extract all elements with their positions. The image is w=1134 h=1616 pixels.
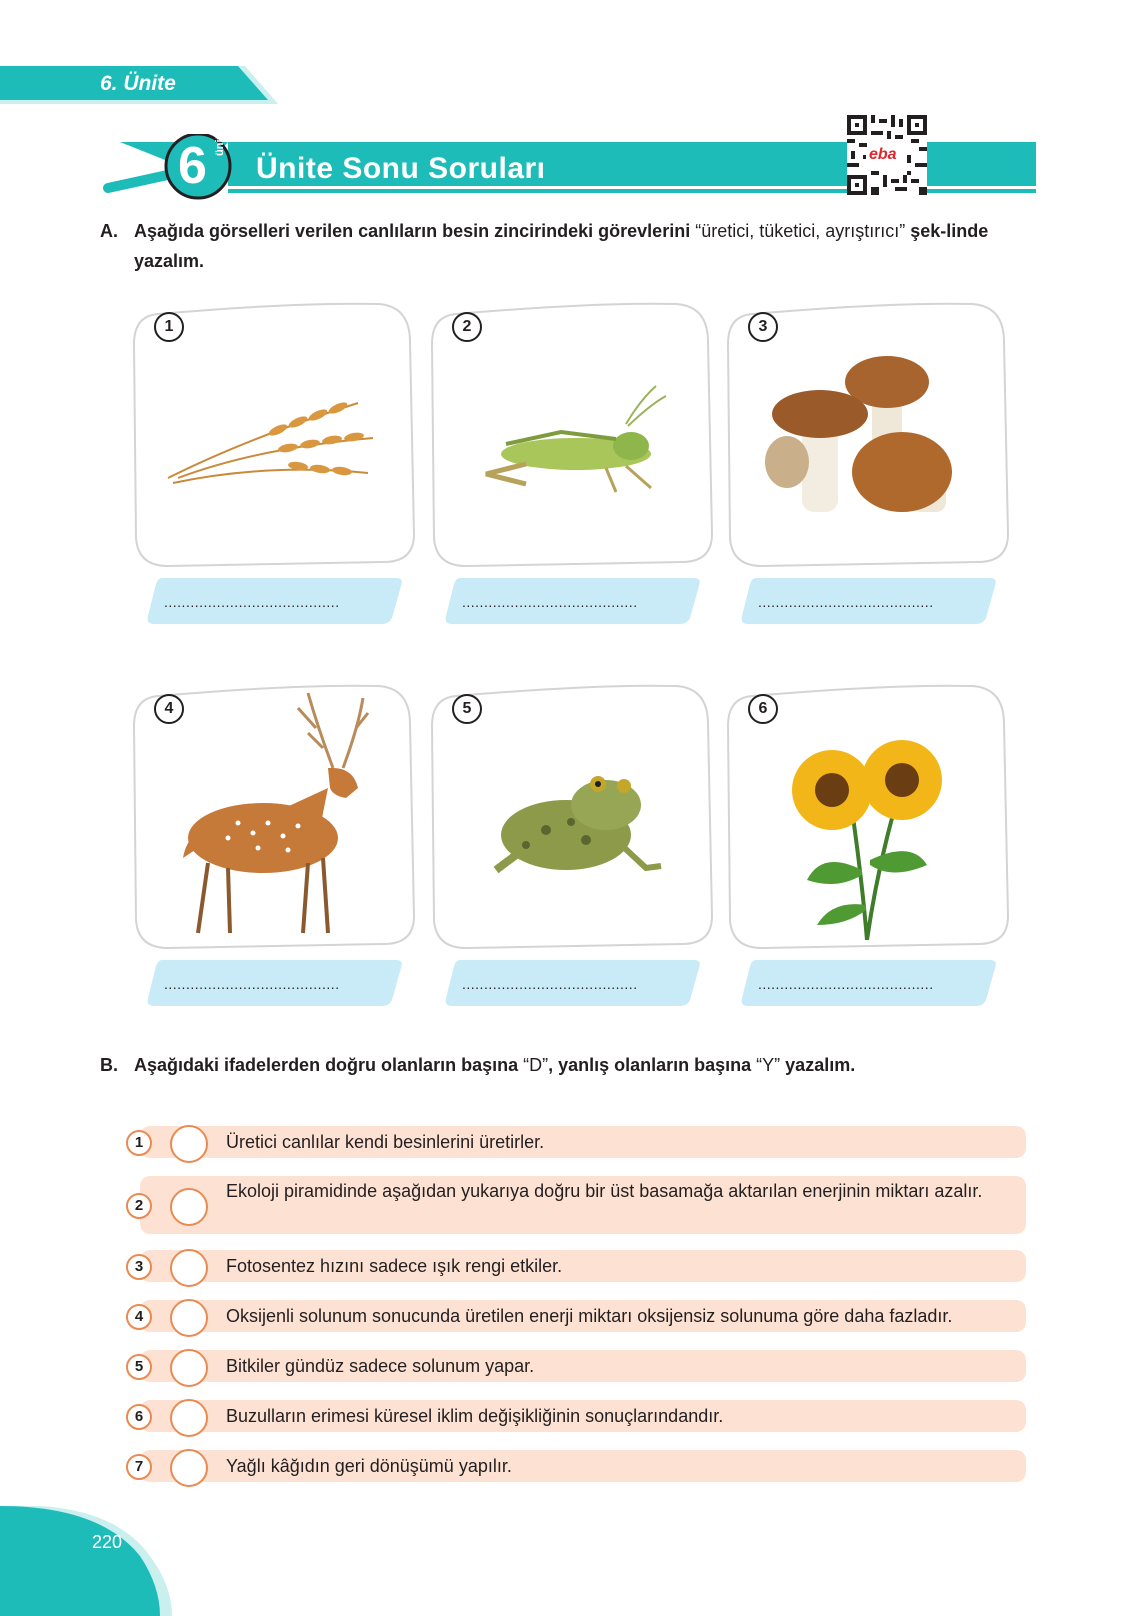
answer-circle[interactable] [170, 1399, 208, 1437]
question-b-bold-3: yazalım. [780, 1055, 856, 1075]
statement-row [126, 1126, 1026, 1160]
statement-row [126, 1400, 1026, 1434]
answer-placeholder: ........................................ [164, 976, 340, 992]
page-number: 220 [92, 1532, 123, 1552]
answer-placeholder: ........................................ [462, 976, 638, 992]
answer-circle[interactable] [170, 1299, 208, 1337]
eba-logo: eba [866, 147, 900, 163]
statement-text: Buzulların erimesi küresel iklim değişikliğinin sonuçlarındandır. [226, 1406, 724, 1426]
unit-vertical-label: ünite [214, 129, 226, 156]
statement-text: Yağlı kâğıdın geri dönüşümü yapılır. [226, 1456, 512, 1476]
statement-text: Bitkiler gündüz sadece solunum yapar. [226, 1356, 535, 1376]
deer-icon [158, 688, 388, 938]
unit-number: 6 [178, 137, 207, 195]
question-a-options: “üretici, tüketici, ayrıştırıcı” [690, 221, 911, 241]
question-a-bold-2: şek-linde yazalım. [134, 221, 989, 271]
card-number: 2 [452, 312, 482, 342]
answer-placeholder: ........................................ [758, 976, 934, 992]
question-b [100, 1050, 1040, 1082]
answer-slot-2[interactable] [444, 576, 702, 626]
organism-card [722, 680, 1012, 950]
answer-slot-3[interactable] [740, 576, 998, 626]
question-a-text [134, 216, 1029, 276]
answer-slot-6[interactable] [740, 958, 998, 1008]
statement-number: 6 [126, 1404, 152, 1430]
question-a-bold-1: Aşağıda görselleri verilen canlıların besin zincirindeki görevlerini [134, 221, 691, 241]
question-b-bold-1: Aşağıdaki ifadelerden doğru olanların başına [134, 1055, 519, 1075]
statement-number: 2 [126, 1193, 152, 1219]
statement-number: 1 [126, 1130, 152, 1156]
answer-placeholder: ........................................ [462, 594, 638, 610]
organism-card [426, 680, 716, 950]
mushroom-icon [762, 352, 972, 532]
statement-row [126, 1300, 1026, 1334]
answer-circle[interactable] [170, 1349, 208, 1387]
statement-row [126, 1176, 1026, 1236]
organism-card [722, 298, 1012, 568]
organism-card [128, 680, 418, 950]
card-number: 4 [154, 694, 184, 724]
card-number: 6 [748, 694, 778, 724]
question-letter: A. [100, 221, 118, 241]
answer-slot-4[interactable] [146, 958, 404, 1008]
answer-circle[interactable] [170, 1249, 208, 1287]
statement-number: 7 [126, 1454, 152, 1480]
statement-row [126, 1450, 1026, 1484]
answer-slot-1[interactable] [146, 576, 404, 626]
answer-circle[interactable] [170, 1188, 208, 1226]
statement-number: 4 [126, 1304, 152, 1330]
unit-tab [0, 66, 290, 108]
question-b-bold-2: , yanlış olanların başına [548, 1055, 757, 1075]
grasshopper-icon [466, 384, 676, 504]
unit-label: 6. Ünite [100, 72, 176, 95]
answer-slot-5[interactable] [444, 958, 702, 1008]
sunflower-icon [782, 740, 952, 940]
wheat-icon [158, 378, 388, 488]
card-number: 3 [748, 312, 778, 342]
page-title: Ünite Sonu Soruları [256, 152, 546, 185]
statement-row [126, 1250, 1026, 1284]
question-a [100, 216, 1040, 276]
statement-text: Ekoloji piramidinde aşağıdan yukarıya doğru bir üst basamağa aktarılan enerjinin miktarı azalır. [226, 1181, 983, 1201]
question-b-text [134, 1050, 1029, 1080]
card-number: 5 [452, 694, 482, 724]
answer-placeholder: ........................................ [164, 594, 340, 610]
magnifier-handle [108, 174, 172, 188]
question-b-d: “D” [518, 1055, 549, 1075]
page-corner-decoration [0, 1506, 180, 1616]
statement-number: 3 [126, 1254, 152, 1280]
organism-card [128, 298, 418, 568]
organism-card [426, 298, 716, 568]
question-b-y: “Y” [756, 1055, 781, 1075]
answer-circle[interactable] [170, 1449, 208, 1487]
question-letter: B. [100, 1055, 118, 1075]
statement-text: Üretici canlılar kendi besinlerini üretirler. [226, 1132, 545, 1152]
statement-row [126, 1350, 1026, 1384]
frog-icon [486, 760, 666, 880]
card-number: 1 [154, 312, 184, 342]
statement-text: Oksijenli solunum sonucunda üretilen enerji miktarı oksijensiz solunuma göre daha fazladır. [226, 1306, 953, 1326]
statement-number: 5 [126, 1354, 152, 1380]
answer-circle[interactable] [170, 1125, 208, 1163]
statement-text: Fotosentez hızını sadece ışık rengi etkiler. [226, 1256, 563, 1276]
answer-placeholder: ........................................ [758, 594, 934, 610]
